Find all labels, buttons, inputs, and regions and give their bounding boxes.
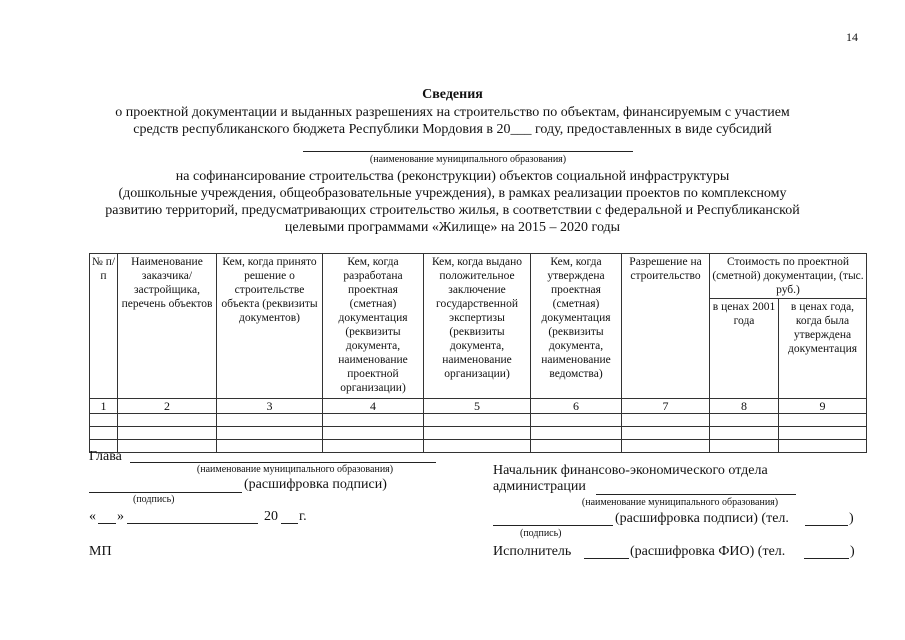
table-row (90, 440, 867, 453)
column-number: 5 (424, 399, 531, 414)
column-number: 3 (217, 399, 323, 414)
date-month-line (127, 523, 258, 524)
table-row (90, 414, 867, 427)
subtitle-line-2: средств республиканского бюджета Республики Мордовия в 20___ году, предоставленных в виде субсидий (133, 122, 772, 137)
finance-municipality-line (596, 494, 796, 495)
municipality-blank-line (303, 151, 633, 152)
head-decode-label: (расшифровка подписи) (244, 477, 387, 492)
header-number: № п/п (90, 254, 118, 399)
date-day-line (98, 523, 116, 524)
column-number: 7 (622, 399, 710, 414)
head-label: Глава (89, 449, 122, 464)
header-cost-2001: в ценах 2001 года (710, 299, 779, 399)
date-year-line (281, 523, 298, 524)
executor-label: Исполнитель (493, 544, 572, 559)
purpose-line-4: целевыми программами «Жилище» на 2015 – 2020 годы (284, 220, 621, 235)
finance-head-administration: администрации (493, 479, 586, 494)
header-cost-group: Стоимость по проектной (сметной) документации, (тыс. руб.) (710, 254, 867, 299)
column-number: 4 (323, 399, 424, 414)
purpose-line-3: развитию территорий, предусматривающих строительство жилья, в соответствии с федеральной и Республиканской (105, 203, 800, 218)
header-expertise: Кем, когда выдано положительное заключение государственной экспертизы (реквизиты документа, наименование организации) (424, 254, 531, 399)
header-permit: Разрешение на строительство (622, 254, 710, 399)
column-number: 6 (531, 399, 622, 414)
date-year-suffix: г. (299, 509, 307, 524)
subtitle-line-1: о проектной документации и выданных разрешениях на строительство по объектам, финансируемым с участием (115, 105, 790, 120)
finance-phone-close: ) (849, 511, 854, 526)
document-title: Сведения (422, 87, 483, 102)
head-municipality-caption: (наименование муниципального образования) (196, 464, 394, 475)
finance-phone-line (805, 525, 848, 526)
finance-municipality-caption: (наименование муниципального образования) (581, 497, 779, 508)
date-close-quote: » (117, 509, 124, 524)
header-decision: Кем, когда принято решение о строительстве объекта (реквизиты документов) (217, 254, 323, 399)
header-approved: Кем, когда утверждена проектная (сметная) документация (реквизиты документа, наименование ведомства) (531, 254, 622, 399)
column-number: 1 (90, 399, 118, 414)
header-customer: Наименование заказчика/ застройщика, перечень объектов (118, 254, 217, 399)
finance-sign-line (493, 525, 613, 526)
purpose-line-2: (дошкольные учреждения, общеобразовательные учреждения), в рамках реализации проектов по комплексному (118, 186, 787, 201)
purpose-line-1: на софинансирование строительства (реконструкции) объектов социальной инфраструктуры (175, 169, 730, 184)
finance-decode-label: (расшифровка подписи) (тел. (615, 511, 789, 526)
finance-head-title: Начальник финансово-экономического отдела (493, 463, 768, 478)
finance-signature-caption: (подпись) (520, 528, 562, 539)
executor-decode-label: (расшифровка ФИО) (тел. (630, 544, 786, 559)
date-year-prefix: 20 (264, 509, 278, 524)
projects-table (89, 253, 867, 453)
column-number: 9 (779, 399, 867, 414)
date-open-quote: « (89, 509, 96, 524)
head-signature-line (130, 462, 436, 463)
table-row (90, 427, 867, 440)
executor-name-line (584, 558, 629, 559)
executor-phone-close: ) (850, 544, 855, 559)
executor-phone-line (804, 558, 849, 559)
page-number: 14 (846, 30, 858, 44)
header-developed: Кем, когда разработана проектная (сметная) документация (реквизиты документа, наименование проектной организации) (323, 254, 424, 399)
column-numbers-row (90, 399, 867, 414)
column-number: 8 (710, 399, 779, 414)
head-sign-line (89, 492, 242, 493)
column-number: 2 (118, 399, 217, 414)
municipality-caption: (наименование муниципального образования) (369, 154, 567, 165)
seal-label: МП (89, 544, 112, 559)
head-signature-caption: (подпись) (133, 494, 175, 505)
header-cost-approval-year: в ценах года, когда была утверждена документация (779, 299, 867, 399)
